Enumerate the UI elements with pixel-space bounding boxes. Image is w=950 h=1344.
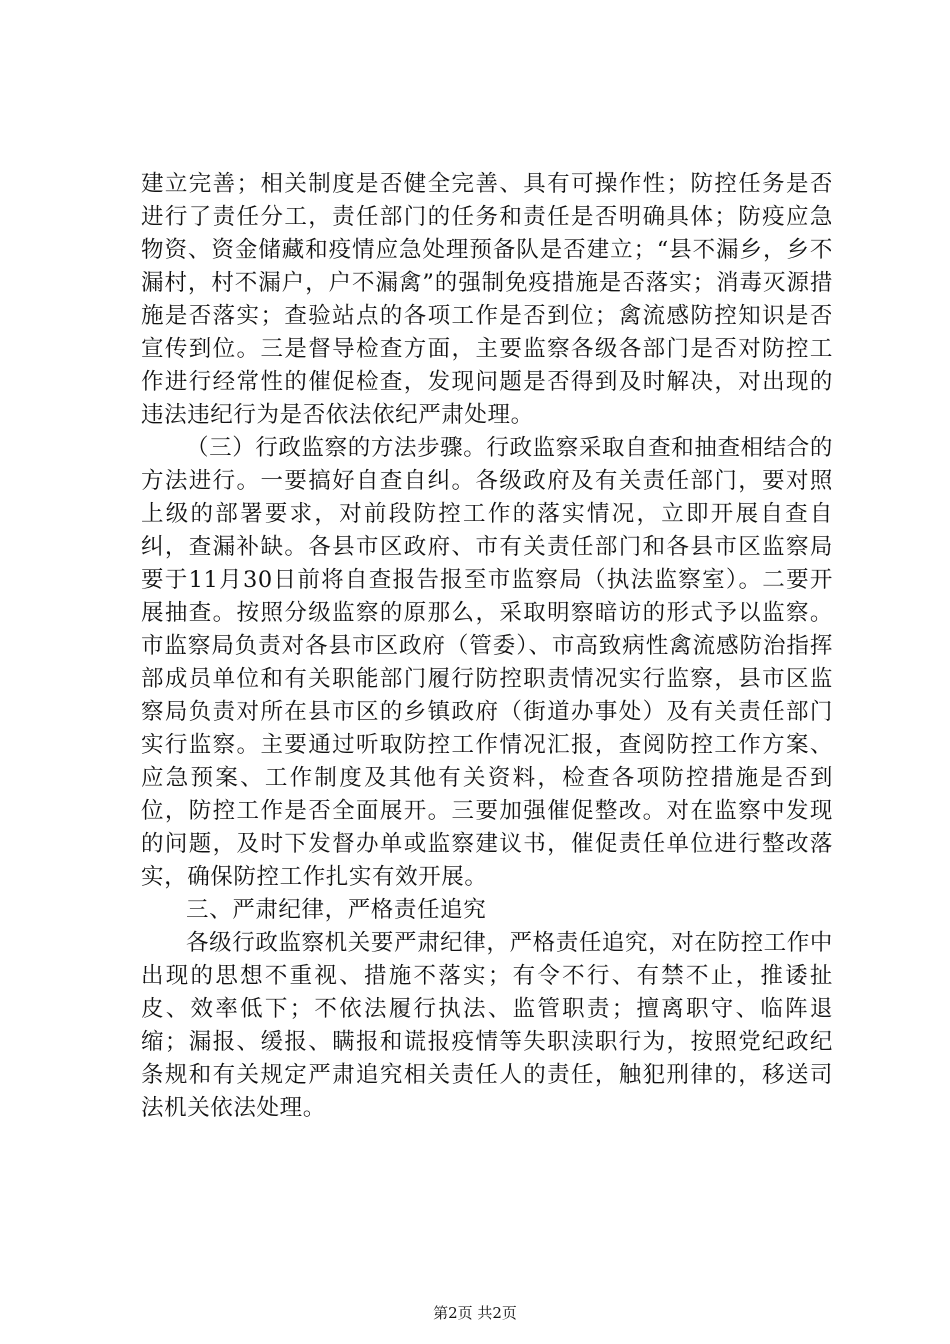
section-heading-discipline: 三、严肃纪律，严格责任追究 [186, 897, 487, 923]
document-body [141, 168, 833, 1125]
paragraph-discipline: 各级行政监察机关要严肃纪律，严格责任追究，对在防控工作中出现的思想不重视、措施不落实；有令不行、有禁不止，推诿扯皮、效率低下；不依法履行执法、监管职责；擅离职守、临阵退缩；漏报、缓报、瞒报和谎报疫情等失职渎职行为，按照党纪政纪条规和有关规定严肃追究相关责任人的责任，触犯刑律的，移送司法机关依法处理。 [141, 930, 833, 1121]
paragraph-continuation: 建立完善；相关制度是否健全完善、具有可操作性；防控任务是否进行了责任分工，责任部门的任务和责任是否明确具体；防疫应急物资、资金储藏和疫情应急处理预备队是否建立；“县不漏乡，乡不漏村，村不漏户，户不漏禽”的强制免疫措施是否落实；消毒灭源措施是否落实；查验站点的各项工作是否到位；禽流感防控知识是否宣传到位。三是督导检查方面，主要监察各级各部门是否对防控工作进行经常性的催促检查，发现问题是否得到及时解决，对出现的违法违纪行为是否依法依纪严肃处理。 [141, 171, 833, 428]
page-number-footer: 第2页 共2页 [433, 1304, 517, 1322]
paragraph-method-steps: （三）行政监察的方法步骤。行政监察采取自查和抽查相结合的方法进行。一要搞好自查自纠。各级政府及有关责任部门，要对照上级的部署要求，对前段防控工作的落实情况，立即开展自查自纠，查漏补缺。各县市区政府、市有关责任部门和各县市区监察局要于11月30日前将自查报告报至市监察局（执法监察室）。二要开展抽查。按照分级监察的原那么，采取明察暗访的形式予以监察。市监察局负责对各县市区政府（管委）、市高致病性禽流感防治指挥部成员单位和有关职能部门履行防控职责情况实行监察，县市区监察局负责对所在县市区的乡镇政府（街道办事处）及有关责任部门实行监察。主要通过听取防控工作情况汇报，查阅防控工作方案、应急预案、工作制度及其他有关资料，检查各项防控措施是否到位，防控工作是否全面展开。三要加强催促整改。对在监察中发现的问题，及时下发督办单或监察建议书，催促责任单位进行整改落实，确保防控工作扎实有效开展。 [141, 435, 833, 890]
